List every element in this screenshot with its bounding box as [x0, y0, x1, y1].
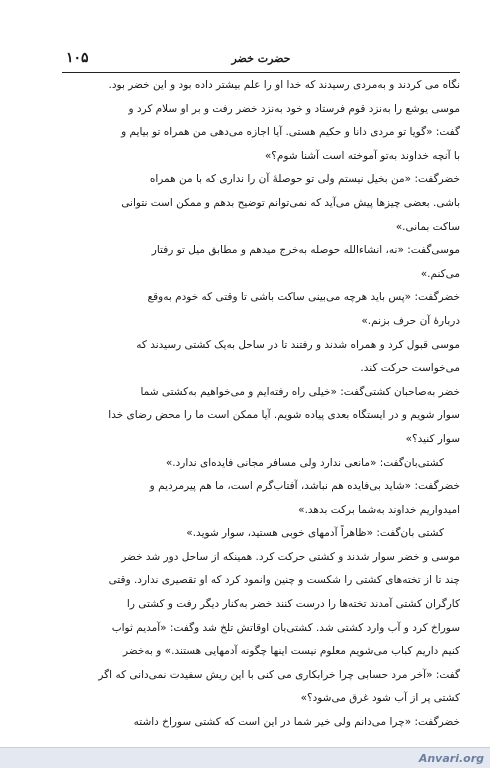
paragraph: خضرگفت: «شاید بی‌فایده هم نباشد، آفتاب‌گرم است، ما هم پیرمردیم و امیدواریم خداوند به‌شما برکت بدهد.» — [149, 480, 460, 516]
paragraph: موسی یوشع را به‌نزد قوم فرستاد و خود به‌نزد خضر رفت و بر او سلام کرد و گفت: «گویا تو مردی دانا و حکیم هستی. آیا اجازه می‌دهی من همراه تو بیایم و با آنچه خداوند به‌تو آموخته است آشنا شوم؟» — [121, 102, 460, 162]
paragraph: موسی و خضر سوار شدند و کشتی حرکت کرد. همینکه از ساحل دور شد خضر چند تا از تخته‌های کشتی را شکست و چنین وانمود کرد که او تقصیری ندارد. وقتی کارگران کشتی آمدند تخته‌ها را درست کنند خضر به‌کنار دیگر رفت و کشتی را سوراخ کرد و آب وارد کشتی شد. کشتی‌بان اوقاتش تلخ شد وگفت: «آمدیم ثواب کنیم داریم کباب می‌شویم معلوم نیست اینها چگونه آدمهایی هستند.» و به‌خضر گفت: «آخر مرد حسابی چرا خرابکاری می کنی با این ریش سفیدت نمی‌دانی که اگر کشتی پر از آب شود غرق می‌شود؟» — [98, 550, 460, 705]
watermark: Anvari.org — [418, 752, 484, 765]
paragraph: خضرگفت: «چرا می‌دانم ولی خیر شما در این است که کشتی سوراخ داشته — [133, 716, 460, 729]
paragraph: کشتی بان‌گفت: «ظاهراً آدمهای خوبی هستید، سوار شوید.» — [186, 527, 444, 540]
paragraph: خضرگفت: «من بخیل نیستم ولی تو حوصلهٔ آن را نداری که با من همراه باشی. بعضی چیزها پیش می‌آید که نمی‌توانم توضیح بدهم و ممکن است نتوانی ساکت بمانی.» — [121, 173, 460, 233]
chapter-title: حضرت خضر — [231, 52, 291, 65]
paragraph: خضر به‌صاحبان کشتی‌گفت: «خیلی راه رفته‌ایم و می‌خواهیم به‌کشتی شما سوار شویم و در ایستگاه بعدی پیاده شویم. آیا ممکن است ما را محض رضای خدا سوار کنید؟» — [108, 385, 460, 445]
body-text — [62, 74, 460, 735]
page-header — [62, 50, 460, 73]
footer-band — [0, 747, 490, 768]
page-number: ۱۰۵ — [66, 50, 89, 66]
paragraph: نگاه می کردند و به‌مردی رسیدند که خدا او را علم بیشتر داده بود و این خضر بود. — [108, 79, 460, 91]
paragraph: کشتی‌بان‌گفت: «مانعی ندارد ولی مسافر مجانی فایده‌ای ندارد.» — [165, 456, 444, 469]
paragraph: خضرگفت: «پس باید هرچه می‌بینی ساکت باشی تا وقتی که خودم به‌وقع دربارهٔ آن حرف بزنم.» — [147, 291, 460, 327]
paragraph: موسی‌گفت: «نه، انشاءالله حوصله به‌خرج میدهم و مطابق میل تو رفتار می‌کنم.» — [151, 244, 460, 280]
paragraph: موسی قبول کرد و همراه شدند و رفتند تا در ساحل به‌یک کشتی رسیدند که می‌خواست حرکت کند. — [136, 338, 460, 375]
